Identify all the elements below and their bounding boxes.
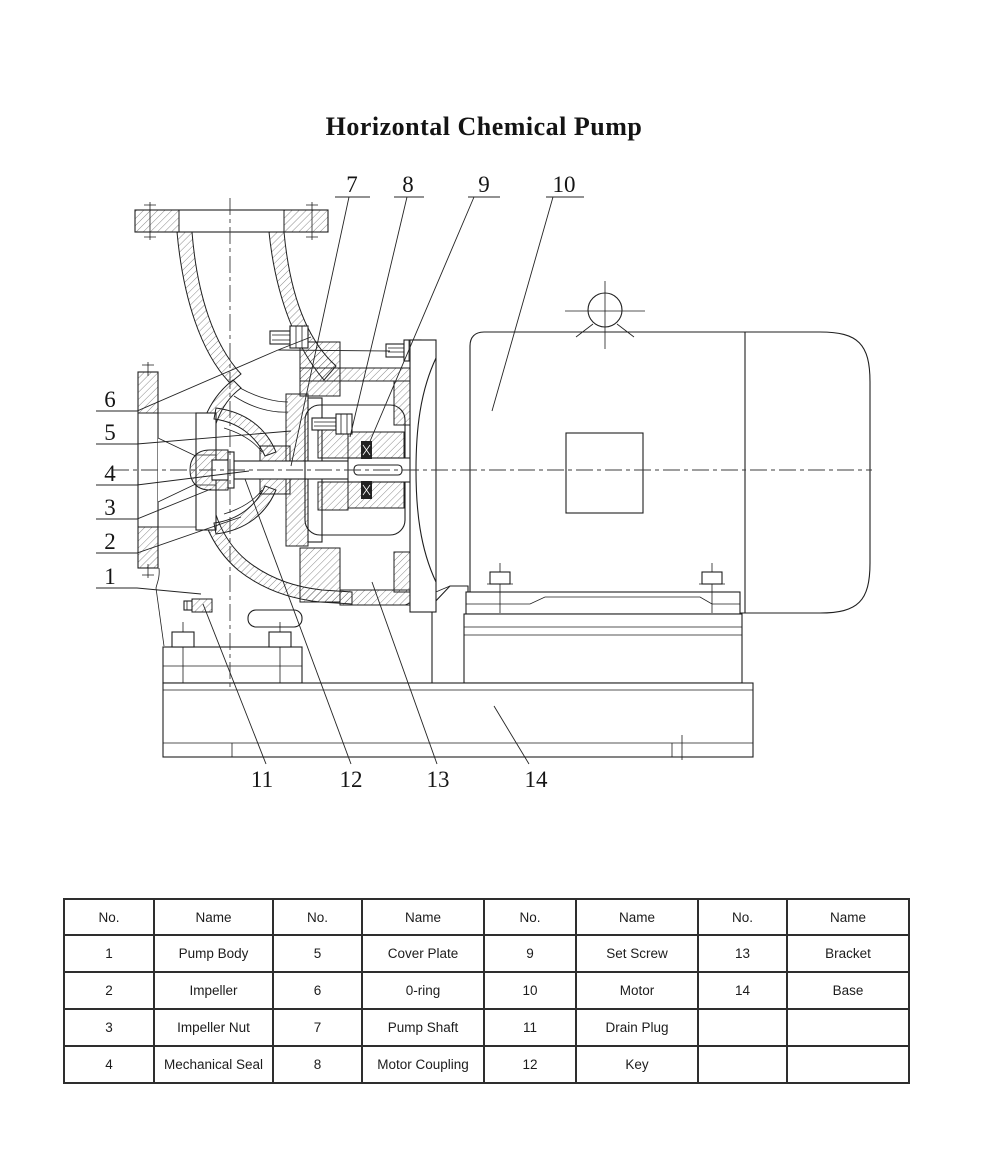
- callout-label-3: 3: [104, 495, 116, 520]
- part-name: Impeller Nut: [154, 1009, 273, 1046]
- part-name: [787, 1009, 909, 1046]
- table-row: [64, 1046, 909, 1083]
- callout-label-9: 9: [478, 172, 490, 197]
- part-name: Key: [576, 1046, 698, 1083]
- bracket: [300, 368, 468, 683]
- part-name: Pump Body: [154, 935, 273, 972]
- part-name: Motor: [576, 972, 698, 1009]
- part-no: 11: [484, 1009, 576, 1046]
- part-name: Drain Plug: [576, 1009, 698, 1046]
- part-name: Set Screw: [576, 935, 698, 972]
- col-header-name: Name: [787, 899, 909, 935]
- part-no: 14: [698, 972, 787, 1009]
- col-header-no: No.: [273, 899, 362, 935]
- callout-label-12: 12: [339, 767, 363, 792]
- part-name: Bracket: [787, 935, 909, 972]
- part-no: 12: [484, 1046, 576, 1083]
- table-header-row: [64, 899, 909, 935]
- callout-label-10: 10: [552, 172, 576, 197]
- callout-label-7: 7: [346, 172, 358, 197]
- part-name: [787, 1046, 909, 1083]
- callout-label-4: 4: [104, 461, 116, 486]
- motor-support-block: [464, 614, 742, 683]
- callout-label-5: 5: [104, 420, 116, 445]
- part-name: Cover Plate: [362, 935, 484, 972]
- parts-table: [63, 898, 910, 1084]
- part-no: 5: [273, 935, 362, 972]
- part-name: Mechanical Seal: [154, 1046, 273, 1083]
- part-no: 2: [64, 972, 154, 1009]
- col-header-no: No.: [64, 899, 154, 935]
- motor-flange: [410, 340, 436, 612]
- part-name: Base: [787, 972, 909, 1009]
- drain-plug: [184, 599, 212, 612]
- base: [163, 683, 753, 760]
- part-no: 13: [698, 935, 787, 972]
- table-row: [64, 1009, 909, 1046]
- callout-label-11: 11: [250, 767, 274, 792]
- part-no: 7: [273, 1009, 362, 1046]
- part-name: 0-ring: [362, 972, 484, 1009]
- part-no: 9: [484, 935, 576, 972]
- callout-label-1: 1: [104, 564, 116, 589]
- part-name: Impeller: [154, 972, 273, 1009]
- part-no: 4: [64, 1046, 154, 1083]
- callout-label-6: 6: [104, 387, 116, 412]
- callout-label-14: 14: [524, 767, 548, 792]
- part-no: 3: [64, 1009, 154, 1046]
- drawing-title: Horizontal Chemical Pump: [325, 112, 643, 141]
- callout-label-13: 13: [426, 767, 450, 792]
- part-no: 6: [273, 972, 362, 1009]
- col-header-no: No.: [698, 899, 787, 935]
- casing-joint-bolt: [270, 326, 308, 348]
- part-no: 10: [484, 972, 576, 1009]
- part-no: [698, 1046, 787, 1083]
- table-row: [64, 972, 909, 1009]
- motor: [410, 281, 870, 683]
- col-header-name: Name: [576, 899, 698, 935]
- col-header-name: Name: [362, 899, 484, 935]
- part-no: [698, 1009, 787, 1046]
- part-no: 8: [273, 1046, 362, 1083]
- callout-label-8: 8: [402, 172, 414, 197]
- table-row: [64, 935, 909, 972]
- callout-label-2: 2: [104, 529, 116, 554]
- col-header-no: No.: [484, 899, 576, 935]
- part-name: Pump Shaft: [362, 1009, 484, 1046]
- motor-body: [470, 332, 870, 613]
- col-header-name: Name: [154, 899, 273, 935]
- part-no: 1: [64, 935, 154, 972]
- part-name: Motor Coupling: [362, 1046, 484, 1083]
